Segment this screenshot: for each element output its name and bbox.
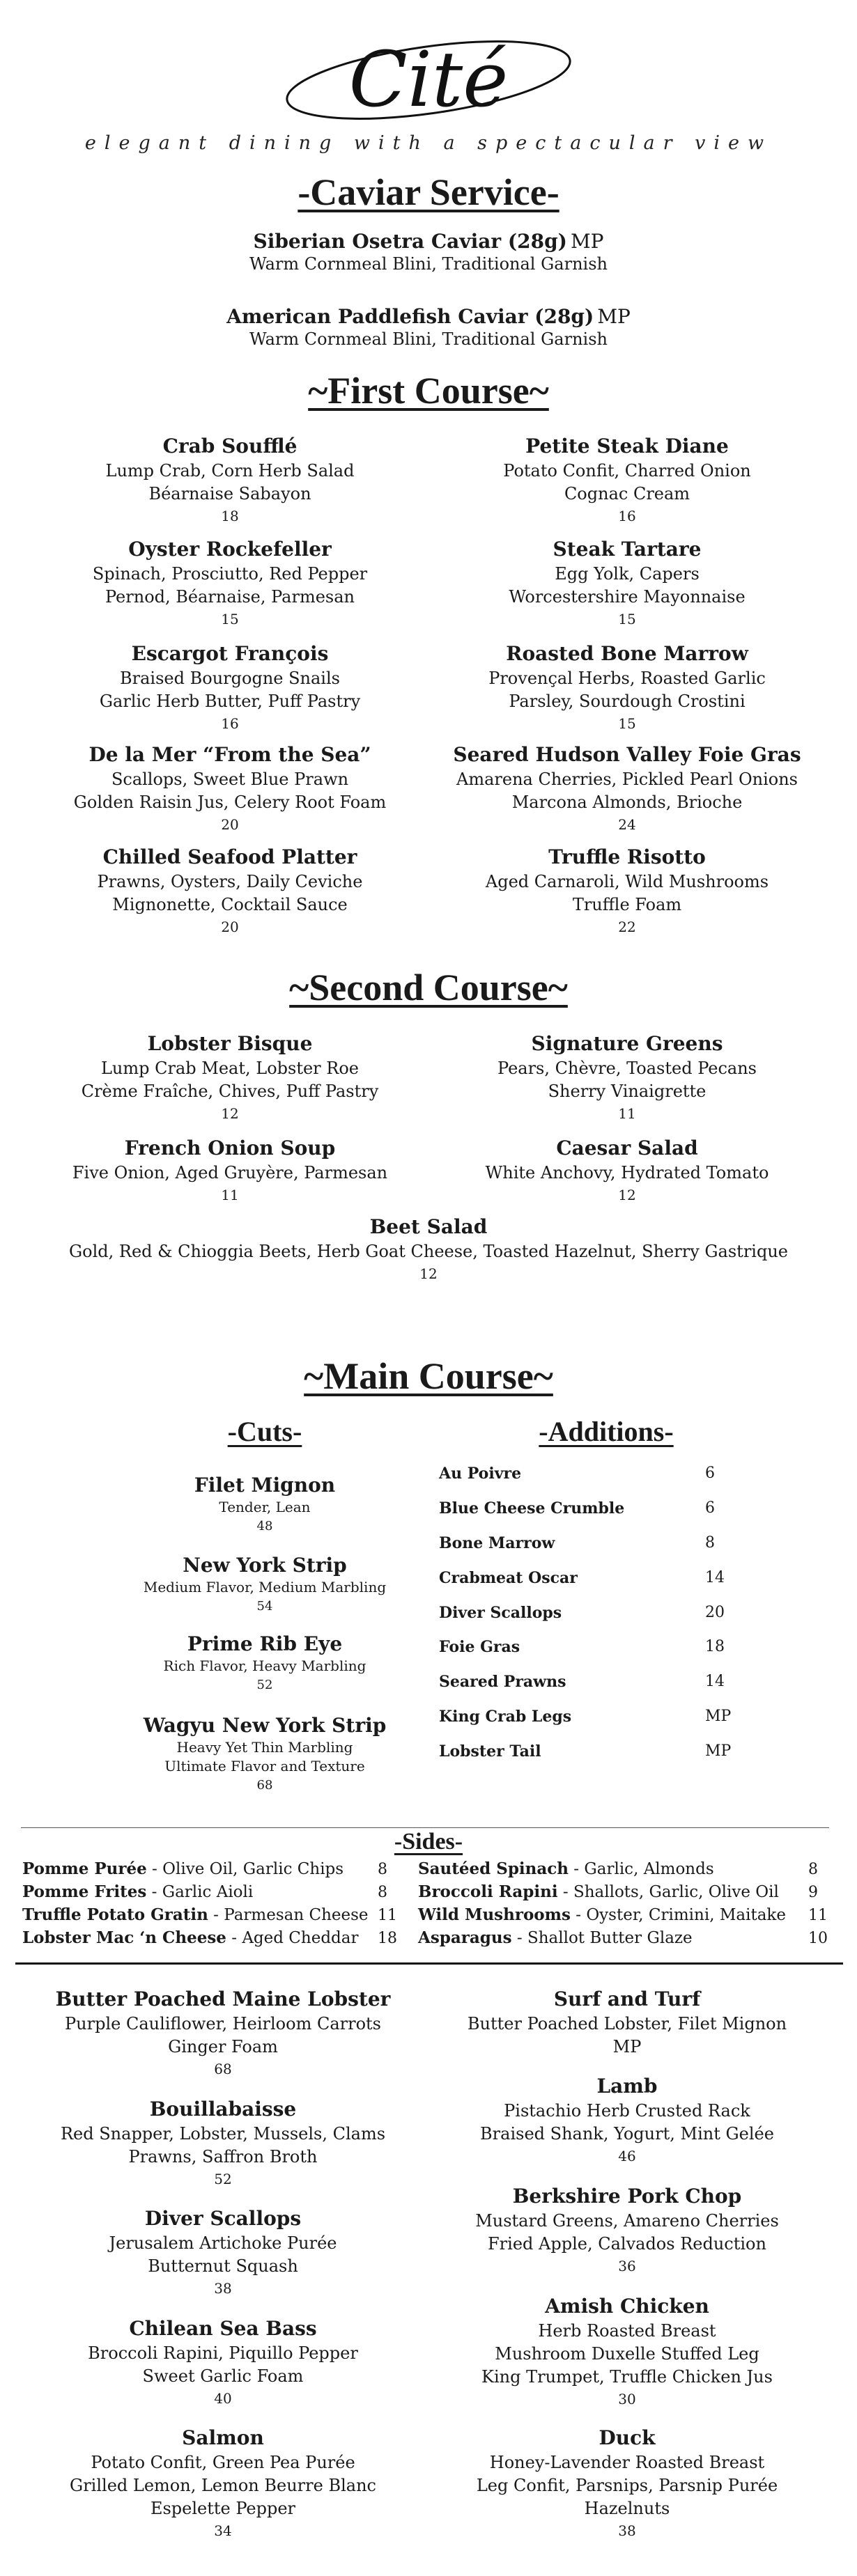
side-item: Asparagus - Shallot Butter Glaze [418,1928,693,1947]
sides-title: -Sides- [394,1829,463,1855]
menu-item: Roasted Bone Marrow Provençal Herbs, Roasted Garlic Parsley, Sourdough Crostini 15 [488,642,766,732]
menu-item: Lobster Bisque Lump Crab Meat, Lobster Roe Crème Fraîche, Chives, Puff Pastry 12 [81,1032,379,1122]
side-price: 8 [378,1884,387,1901]
cut-item: Prime Rib Eye Rich Flavor, Heavy Marbling 52 [163,1632,366,1692]
side-item: Wild Mushrooms - Oyster, Crimini, Maitake [418,1905,786,1924]
menu-item: De la Mer “From the Sea” Scallops, Sweet Blue Prawn Golden Raisin Jus, Celery Root Foam 20 [73,743,387,833]
entree-item: Salmon Potato Confit, Green Pea Purée Grilled Lemon, Lemon Beurre Blanc Espelette Pepper 34 [70,2426,376,2539]
menu-item: Petite Steak Diane Potato Confit, Charred Onion Cognac Cream 16 [503,435,751,524]
entree-item: Duck Honey-Lavender Roasted Breast Leg Confit, Parsnips, Parsnip Purée Hazelnuts 38 [476,2426,778,2539]
addition-item: King Crab Legs MP [439,1708,732,1726]
menu-item: Truffle Risotto Aged Carnaroli, Wild Mushrooms Truffle Foam 22 [485,845,769,935]
caviar-item-desc: Warm Cornmeal Blini, Traditional Garnish [249,254,608,274]
cut-item: Filet Mignon Tender, Lean 48 [194,1474,336,1533]
entree-item: Diver Scallops Jerusalem Artichoke Purée Butternut Squash 38 [109,2207,337,2297]
addition-item: Crabmeat Oscar 14 [439,1569,725,1587]
side-item: Pomme Frites - Garlic Aioli [22,1882,254,1901]
menu-item: Oyster Rockefeller Spinach, Prosciutto, Red Pepper Pernod, Béarnaise, Parmesan 15 [92,538,368,627]
side-price: 9 [808,1884,818,1901]
second-course-title: ~Second Course~ [289,967,568,1008]
first-course-title: ~First Course~ [308,370,549,412]
side-price: 8 [808,1861,818,1878]
caviar-item-price: MP [571,230,604,253]
side-price: 11 [378,1907,397,1924]
tagline: elegant dining with a spectacular view [84,132,773,154]
caviar-item [0,305,857,351]
side-item: Lobster Mac ‘n Cheese - Aged Cheddar [22,1928,359,1947]
addition-item: Diver Scallops 20 [439,1604,725,1622]
side-price: 11 [808,1907,828,1924]
caviar-item-desc: Warm Cornmeal Blini, Traditional Garnish [249,329,608,349]
entree-item: Berkshire Pork Chop Mustard Greens, Amareno Cherries Fried Apple, Calvados Reduction 36 [475,2185,779,2274]
addition-item: Foie Gras 18 [439,1638,725,1656]
menu-item: Beet Salad Gold, Red & Chioggia Beets, Herb Goat Cheese, Toasted Hazelnut, Sherry Gastrique 12 [68,1215,788,1282]
entree-item: Surf and Turf Butter Poached Lobster, Filet Mignon MP [467,1988,787,2056]
divider [15,1962,843,1965]
side-price: 8 [378,1861,387,1878]
logo-text: Cité [348,35,509,124]
side-price: 18 [378,1930,397,1947]
caviar-item [0,230,857,276]
menu-item: French Onion Soup Five Onion, Aged Gruyère, Parmesan 11 [72,1137,388,1203]
entree-item: Chilean Sea Bass Broccoli Rapini, Piquillo Pepper Sweet Garlic Foam 40 [88,2317,358,2407]
cuts-title: -Cuts- [227,1416,302,1447]
side-item: Broccoli Rapini - Shallots, Garlic, Olive Oil [418,1882,779,1901]
entree-item: Butter Poached Maine Lobster Purple Cauliflower, Heirloom Carrots Ginger Foam 68 [55,1988,391,2077]
side-item: Truffle Potato Gratin - Parmesan Cheese [22,1905,369,1924]
cut-item: Wagyu New York Strip Heavy Yet Thin Marbling Ultimate Flavor and Texture 68 [143,1714,387,1793]
addition-item: Lobster Tail MP [439,1742,732,1761]
side-item: Pomme Purée - Olive Oil, Garlic Chips [22,1859,344,1878]
menu-item: Steak Tartare Egg Yolk, Capers Worcestershire Mayonnaise 15 [509,538,746,627]
addition-item: Blue Cheese Crumble 6 [439,1499,715,1517]
caviar-section-title: -Caviar Service- [298,171,559,213]
cut-item: New York Strip Medium Flavor, Medium Marbling 54 [143,1554,387,1614]
menu-item: Signature Greens Pears, Chèvre, Toasted Pecans Sherry Vinaigrette 11 [497,1032,757,1122]
menu-item: Seared Hudson Valley Foie Gras Amarena Cherries, Pickled Pearl Onions Marcona Almonds, Brioche 24 [453,743,801,833]
entree-item: Bouillabaisse Red Snapper, Lobster, Mussels, Clams Prawns, Saffron Broth 52 [60,2098,386,2187]
addition-item: Bone Marrow 8 [439,1534,715,1552]
main-course-title: ~Main Course~ [304,1355,553,1397]
menu-item: Chilled Seafood Platter Prawns, Oysters, Daily Ceviche Mignonette, Cocktail Sauce 20 [97,845,363,935]
entree-item: Lamb Pistachio Herb Crusted Rack Braised Shank, Yogurt, Mint Gelée 46 [480,2075,774,2164]
addition-item: Seared Prawns 14 [439,1673,725,1691]
menu-item: Crab Soufflé Lump Crab, Corn Herb Salad Béarnaise Sabayon 18 [105,435,355,524]
side-price: 10 [808,1930,828,1947]
addition-item: Au Poivre 6 [439,1465,715,1483]
cite-logo [279,28,578,132]
menu-item: Escargot François Braised Bourgogne Snails Garlic Herb Butter, Puff Pastry 16 [99,642,361,732]
additions-title: -Additions- [539,1416,674,1447]
entree-item: Amish Chicken Herb Roasted Breast Mushroom Duxelle Stuffed Leg King Trumpet, Truffle Chicken Jus 30 [481,2295,773,2407]
caviar-item-name: American Paddlefish Caviar (28g) [226,305,594,328]
side-item: Sautéed Spinach - Garlic, Almonds [418,1859,714,1878]
caviar-item-name: Siberian Osetra Caviar (28g) [253,230,567,253]
divider [21,1827,829,1828]
caviar-item-price: MP [597,305,631,328]
menu-item: Caesar Salad White Anchovy, Hydrated Tomato 12 [485,1137,769,1203]
